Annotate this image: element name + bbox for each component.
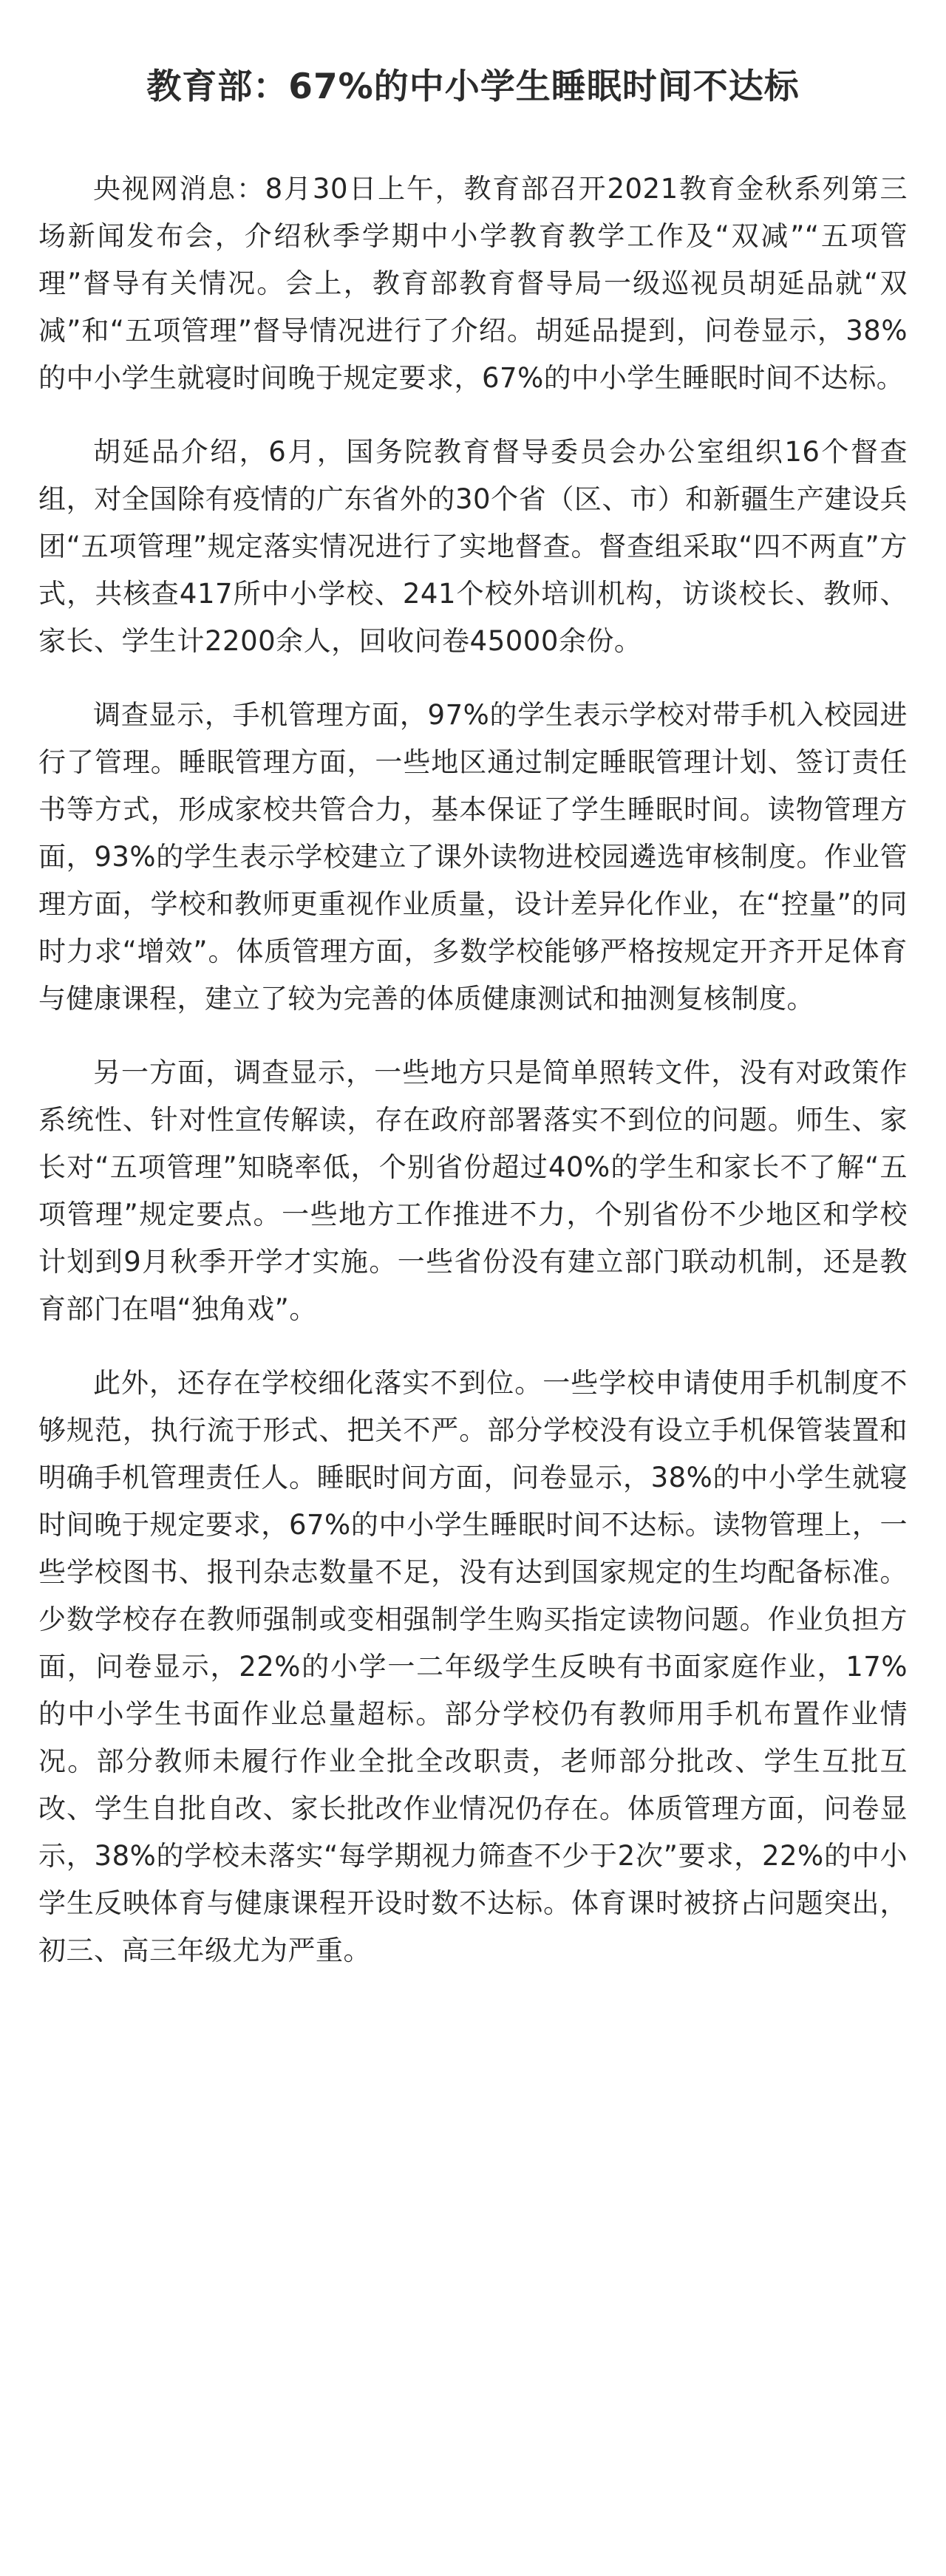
article-title: 教育部：67%的中小学生睡眠时间不达标 — [146, 67, 800, 107]
article-paragraph-5: 此外，还存在学校细化落实不到位。一些学校申请使用手机制度不够规范，执行流于形式、把关不严。部分学校没有设立手机保管装置和明确手机管理责任人。睡眠时间方面，问卷显示，38%的中小学生就寝时间晚于规定要求，67%的中小学生睡眠时间不达标。读物管理上，一些学校图书、报刊杂志数量不足，没有达到国家规定的生均配备标准。少数学校存在教师强制或变相强制学生购买指定读物问题。作业负担方面，问卷显示，22%的小学一二年级学生反映有书面家庭作业，17%的中小学生书面作业总量超标。部分学校仍有教师用手机布置作业情况。部分教师未履行作业全批全改职责，老师部分批改、学生互批互改、学生自批自改、家长批改作业情况仍存在。体质管理方面，问卷显示，38%的学校未落实“每学期视力筛查不少于2次”要求，22%的中小学生反映体育与健康课程开设时数不达标。体育课时被挤占问题突出，初三、高三年级尤为严重。 — [38, 1367, 908, 1967]
article-paragraph-4: 另一方面，调查显示，一些地方只是简单照转文件，没有对政策作系统性、针对性宣传解读，存在政府部署落实不到位的问题。师生、家长对“五项管理”知晓率低，个别省份超过40%的学生和家长不了解“五项管理”规定要点。一些地方工作推进不力，个别省份不少地区和学校计划到9月秋季开学才实施。一些省份没有建立部门联动机制，还是教育部门在唱“独角戏”。 — [38, 1057, 908, 1326]
article-paragraph-3: 调查显示，手机管理方面，97%的学生表示学校对带手机入校园进行了管理。睡眠管理方面，一些地区通过制定睡眠管理计划、签订责任书等方式，形成家校共管合力，基本保证了学生睡眠时间。读物管理方面，93%的学生表示学校建立了课外读物进校园遴选审核制度。作业管理方面，学校和教师更重视作业质量，设计差异化作业，在“控量”的同时力求“增效”。体质管理方面，多数学校能够严格按规定开齐开足体育与健康课程，建立了较为完善的体质健康测试和抽测复核制度。 — [38, 699, 908, 1015]
article-paragraph-2: 胡延品介绍，6月，国务院教育督导委员会办公室组织16个督查组，对全国除有疫情的广东省外的30个省（区、市）和新疆生产建设兵团“五项管理”规定落实情况进行了实地督查。督查组采取“四不两直”方式，共核查417所中小学校、241个校外培训机构，访谈校长、教师、家长、学生计2200余人，回收问卷45000余份。 — [38, 436, 908, 658]
article-paragraph-1: 央视网消息：8月30日上午，教育部召开2021教育金秋系列第三场新闻发布会，介绍秋季学期中小学教育教学工作及“双减”“五项管理”督导有关情况。会上，教育部教育督导局一级巡视员胡延品就“双减”和“五项管理”督导情况进行了介绍。胡延品提到，问卷显示，38%的中小学生就寝时间晚于规定要求，67%的中小学生睡眠时间不达标。 — [38, 173, 908, 395]
